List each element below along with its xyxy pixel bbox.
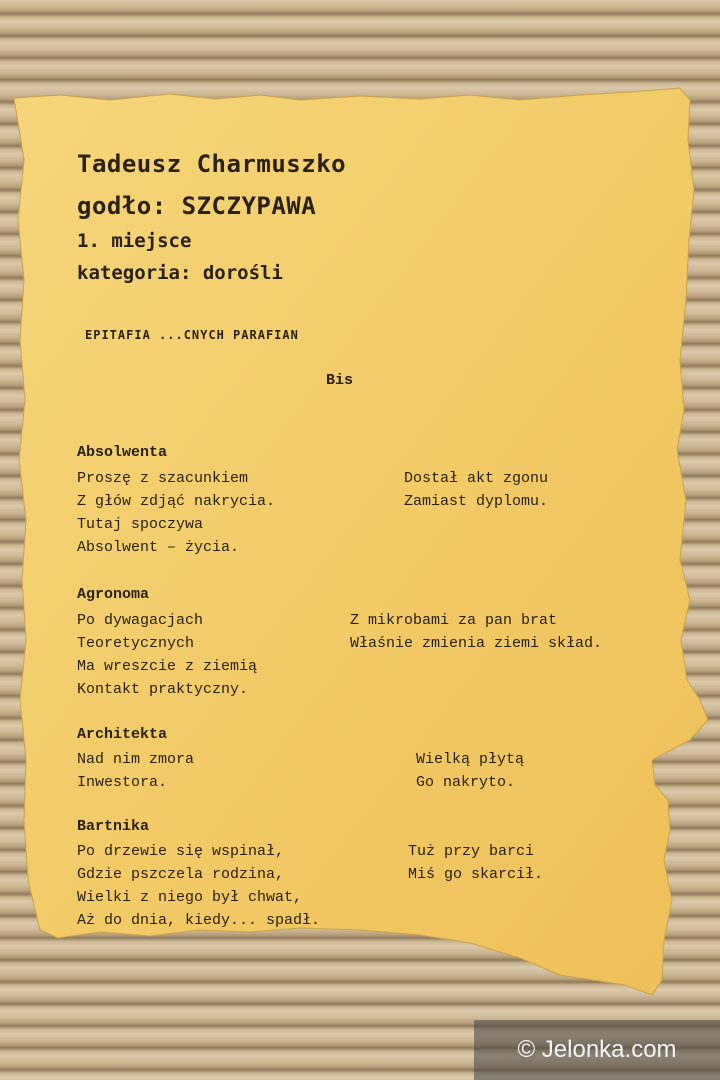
verse-line: Zamiast dyplomu. <box>404 493 549 510</box>
poem-subtitle: Bis <box>326 372 354 389</box>
section-right-verse <box>350 609 602 655</box>
author-name: Tadeusz Charmuszko <box>77 150 347 178</box>
section-heading: Bartnika <box>77 818 150 835</box>
section-left-verse <box>77 467 275 559</box>
verse-line: Właśnie zmienia ziemi skład. <box>350 635 603 652</box>
section-heading: Absolwenta <box>77 444 168 461</box>
verse-line: Wielką płytą <box>416 751 525 768</box>
verse-line: Z mikrobami za pan brat <box>350 612 558 629</box>
verse-line: Aż do dnia, kiedy... spadł. <box>77 912 321 929</box>
section-right-verse <box>404 467 548 513</box>
verse-line: Absolwent – życia. <box>77 539 240 556</box>
place-line: 1. miejsce <box>77 230 192 252</box>
verse-line: Nad nim zmora <box>77 751 195 768</box>
verse-line: Miś go skarcił. <box>408 866 544 883</box>
verse-line: Ma wreszcie z ziemią <box>77 658 258 675</box>
verse-line: Proszę z szacunkiem <box>77 470 249 487</box>
category-line: kategoria: dorośli <box>77 262 283 284</box>
section-left-verse <box>77 840 320 932</box>
verse-line: Go nakryto. <box>416 774 516 791</box>
verse-line: Tutaj spoczywa <box>77 516 204 533</box>
verse-line: Z głów zdjąć nakrycia. <box>77 493 276 510</box>
motto-line: godło: SZCZYPAWA <box>77 192 317 220</box>
section-right-verse <box>416 748 524 794</box>
verse-line: Dostał akt zgonu <box>404 470 549 487</box>
verse-line: Gdzie pszczela rodzina, <box>77 866 285 883</box>
verse-line: Po dywagacjach <box>77 612 204 629</box>
watermark-badge: © Jelonka.com <box>474 1020 720 1080</box>
section-heading: Architekta <box>77 726 168 743</box>
verse-line: Kontakt praktyczny. <box>77 681 249 698</box>
section-left-verse <box>77 748 194 794</box>
section-right-verse <box>408 840 543 886</box>
verse-line: Tuż przy barci <box>408 843 535 860</box>
verse-line: Teoretycznych <box>77 635 195 652</box>
section-left-verse <box>77 609 257 701</box>
section-heading: Agronoma <box>77 586 150 603</box>
poem-collection-title: EPITAFIA ...CNYCH PARAFIAN <box>85 328 299 342</box>
verse-line: Po drzewie się wspinał, <box>77 843 285 860</box>
verse-line: Wielki z niego był chwat, <box>77 889 303 906</box>
verse-line: Inwestora. <box>77 774 168 791</box>
